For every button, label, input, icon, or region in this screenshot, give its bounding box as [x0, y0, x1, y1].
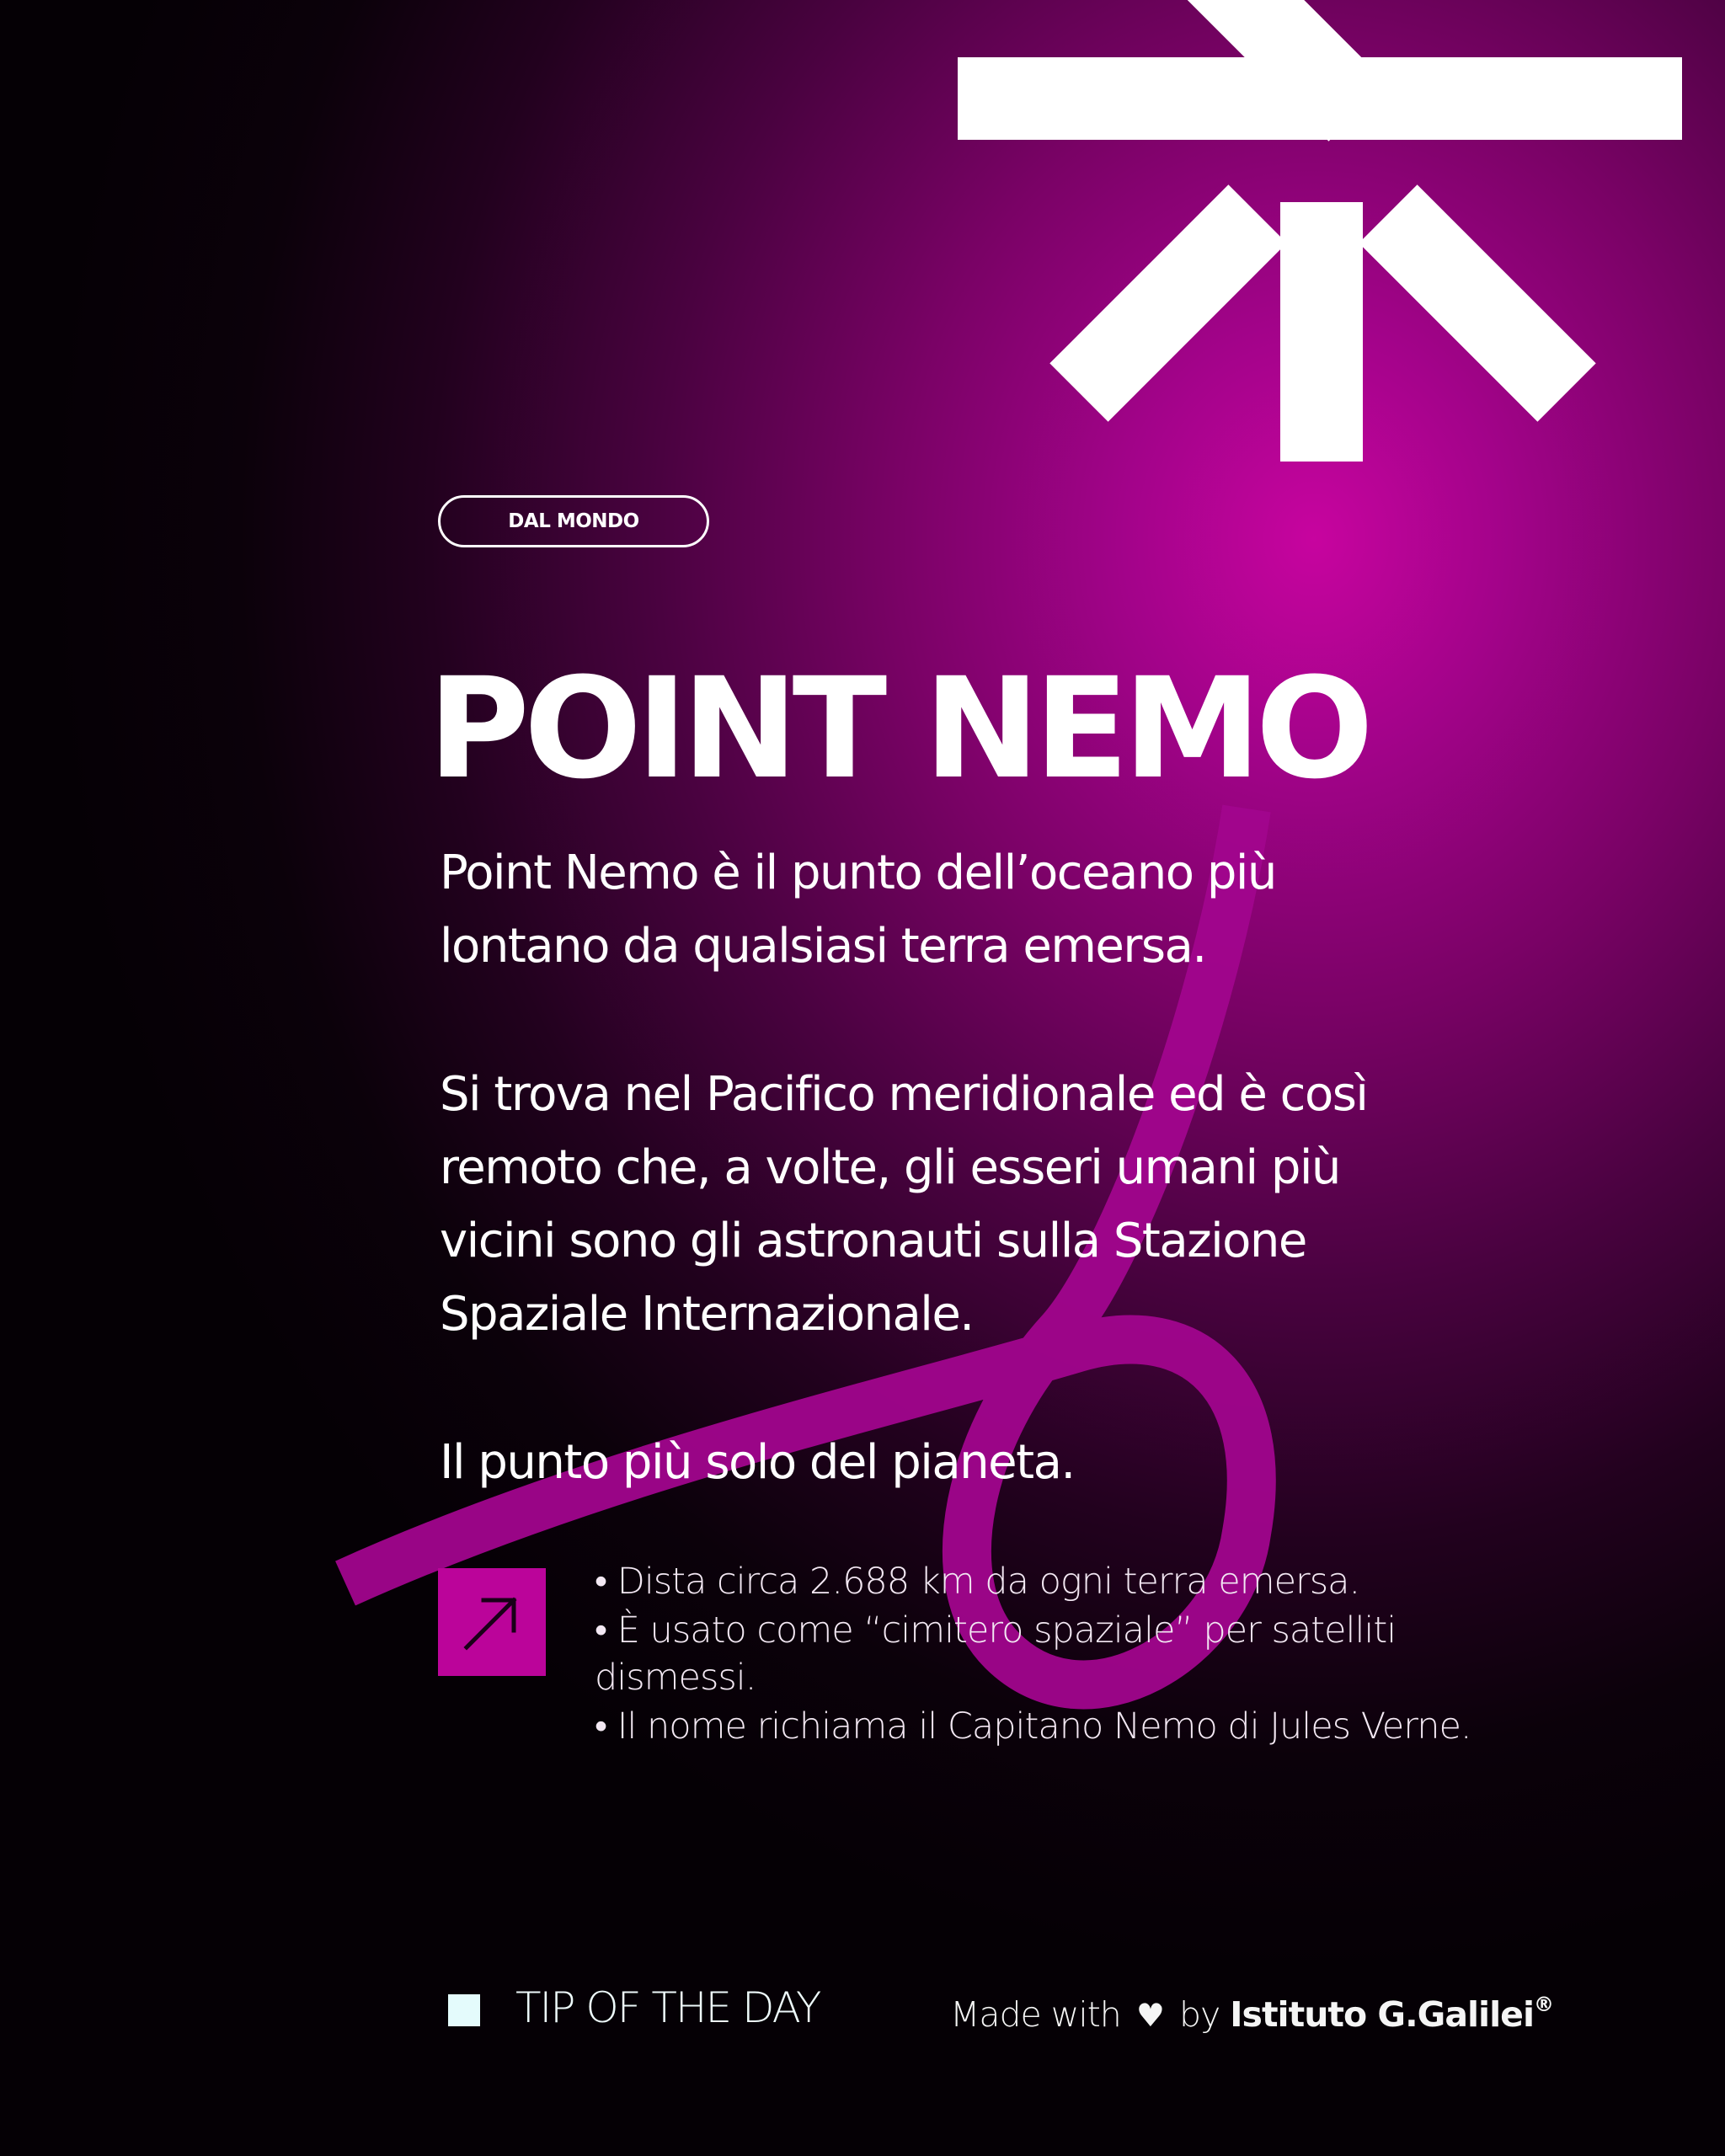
- detail-line-1: Si trova nel Pacifico meridionale ed è così: [440, 1067, 1368, 1122]
- intro-line-2: lontano da qualsiasi terra emersa.: [440, 919, 1206, 974]
- heart-icon: ♥: [1135, 1997, 1164, 2034]
- detail-paragraph: [440, 1058, 1367, 1351]
- fact-item: • Dista circa 2.688 km da ogni terra emersa.: [595, 1561, 1360, 1603]
- made-with-text: Made with: [950, 1994, 1121, 2035]
- arrow-up-right-icon: [438, 1568, 546, 1676]
- arrow-badge: [438, 1568, 546, 1676]
- asterisk-icon: [958, 0, 1682, 462]
- by-text: by: [1178, 1994, 1220, 2035]
- category-tag: DAL MONDO: [438, 495, 709, 547]
- tagline: Il punto più solo del pianeta.: [440, 1435, 1075, 1490]
- fact-item: • Il nome richiama il Capitano Nemo di Jules Verne.: [595, 1705, 1471, 1748]
- detail-line-4: Spaziale Internazionale.: [440, 1287, 974, 1342]
- page-title: POINT NEMO: [428, 648, 1368, 809]
- footer-square-icon: [448, 1994, 480, 2026]
- registered-mark: ®: [1534, 1993, 1554, 2016]
- tip-of-the-day-label: TIP OF THE DAY: [515, 1983, 820, 2032]
- intro-paragraph: [440, 836, 1276, 983]
- footer-credit: [950, 1979, 1553, 2041]
- fact-item: • È usato come “cimitero spaziale” per satelliti dismessi.: [595, 1609, 1397, 1699]
- facts-list: [595, 1558, 1513, 1752]
- organization-name: Istituto G.Galilei: [1230, 1994, 1535, 2035]
- intro-line-1: Point Nemo è il punto dell’oceano più: [440, 846, 1276, 900]
- detail-line-2: remoto che, a volte, gli esseri umani più: [440, 1140, 1340, 1195]
- detail-line-3: vicini sono gli astronauti sulla Stazione: [440, 1214, 1306, 1268]
